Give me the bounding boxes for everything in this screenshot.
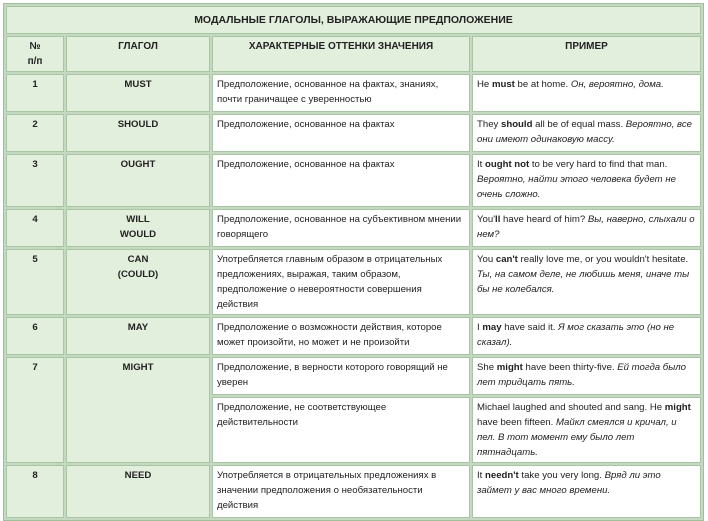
example-text: have said it. [501, 322, 559, 333]
row-meaning: Употребляется главным образом в отрицательных предложениях, выражая, таким образом, предположение о невероятности совершения действия [212, 249, 470, 315]
row-verb: MAY [66, 317, 210, 355]
table-row [6, 357, 701, 395]
row-example [472, 397, 701, 463]
row-meaning: Предположение, основанное на фактах [212, 154, 470, 207]
row-number: 5 [6, 249, 64, 315]
example-modal: may [482, 322, 502, 333]
table-row [6, 74, 701, 112]
row-verb [66, 249, 210, 315]
example-text: have been fifteen. [477, 417, 556, 428]
row-meaning: Предположение, основанное на фактах, знаниях, почти граничащее с уверенностью [212, 74, 470, 112]
row-verb [66, 209, 210, 247]
verb-secondary: (COULD) [117, 269, 159, 280]
row-number: 7 [6, 357, 64, 463]
example-translation: Вы, наверно, слыхали о нем? [477, 214, 695, 240]
example-text: really love me, or you wouldn't hesitate. [517, 254, 689, 265]
table-row [6, 114, 701, 152]
example-translation: Майкл смеялся и кричал, и пел. В тот момент ему было лет пятнадцать. [477, 417, 677, 458]
header-example: ПРИМЕР [472, 36, 701, 72]
table-row [6, 465, 701, 518]
row-meaning: Предположение, в верности которого говорящий не уверен [212, 357, 470, 395]
row-meaning: Употребляется в отрицательных предложениях в значении предположения о необязательности действия [212, 465, 470, 518]
table-title: МОДАЛЬНЫЕ ГЛАГОЛЫ, ВЫРАЖАЮЩИЕ ПРЕДПОЛОЖЕНИЕ [6, 6, 701, 34]
example-text: take you very long. [518, 470, 605, 481]
example-text: She [477, 362, 497, 373]
example-text: Michael laughed and shouted and sang. He [477, 402, 665, 413]
row-verb: NEED [66, 465, 210, 518]
example-modal: ll [495, 214, 501, 225]
example-translation: Вероятно, найти этого человека будет не очень сложно. [477, 174, 676, 200]
example-translation: Я мог сказать это (но не сказал). [477, 322, 675, 348]
row-number: 2 [6, 114, 64, 152]
example-text: have heard of him? [500, 214, 588, 225]
row-meaning: Предположение, не соответствующее действительности [212, 397, 470, 463]
verb-primary: WILL [126, 214, 150, 225]
row-meaning: Предположение о возможности действия, которое может произойти, но может и не произойти [212, 317, 470, 355]
example-translation: Вряд ли это займет у вас много времени. [477, 470, 661, 496]
example-translation: Вероятно, все они имеют одинаковую массу. [477, 119, 692, 145]
table-row [6, 209, 701, 247]
example-text: You' [477, 214, 496, 225]
example-translation: Ей тогда было лет тридцать пять. [477, 362, 687, 388]
example-text: all be of equal mass. [532, 119, 626, 130]
table-row [6, 317, 701, 355]
header-number-abbr: п/п [27, 56, 43, 67]
example-text: You [477, 254, 496, 265]
example-translation: Ты, на самом деле, не любишь меня, иначе ты бы не колебался. [477, 269, 690, 295]
row-example [472, 357, 701, 395]
row-meaning: Предположение, основанное на субъективном мнении говорящего [212, 209, 470, 247]
example-text: be at home. [514, 79, 571, 90]
header-row [6, 36, 701, 72]
table-row [6, 154, 701, 207]
modal-verbs-table [3, 3, 704, 521]
example-modal: ought not [485, 159, 530, 170]
row-verb: SHOULD [66, 114, 210, 152]
example-modal: can't [495, 254, 518, 265]
row-number: 3 [6, 154, 64, 207]
example-text: It [477, 159, 485, 170]
example-text: have been thirty-five. [522, 362, 618, 373]
row-example [472, 114, 701, 152]
example-translation: Он, вероятно, дома. [570, 79, 664, 90]
row-verb: OUGHT [66, 154, 210, 207]
example-modal: needn't [485, 470, 519, 481]
example-modal: should [501, 119, 533, 130]
row-example [472, 465, 701, 518]
example-modal: might [664, 402, 691, 413]
row-example [472, 317, 701, 355]
table-row [6, 249, 701, 315]
example-text: He [477, 79, 492, 90]
header-verb: ГЛАГОЛ [66, 36, 210, 72]
example-text: I [477, 322, 483, 333]
verb-secondary: WOULD [119, 229, 157, 240]
row-verb: MUST [66, 74, 210, 112]
row-number: 8 [6, 465, 64, 518]
header-meaning: ХАРАКТЕРНЫЕ ОТТЕНКИ ЗНАЧЕНИЯ [212, 36, 470, 72]
header-number-sign: № [29, 41, 41, 52]
row-number: 4 [6, 209, 64, 247]
row-number: 1 [6, 74, 64, 112]
example-modal: must [491, 79, 515, 90]
example-text: They [477, 119, 501, 130]
row-example [472, 74, 701, 112]
row-meaning: Предположение, основанное на фактах [212, 114, 470, 152]
verb-primary: CAN [127, 254, 149, 265]
row-example [472, 154, 701, 207]
row-number: 6 [6, 317, 64, 355]
row-verb: MIGHT [66, 357, 210, 463]
row-example [472, 249, 701, 315]
example-text: It [477, 470, 485, 481]
row-example [472, 209, 701, 247]
header-number [6, 36, 64, 72]
example-text: to be very hard to find that man. [529, 159, 668, 170]
example-modal: might [496, 362, 523, 373]
